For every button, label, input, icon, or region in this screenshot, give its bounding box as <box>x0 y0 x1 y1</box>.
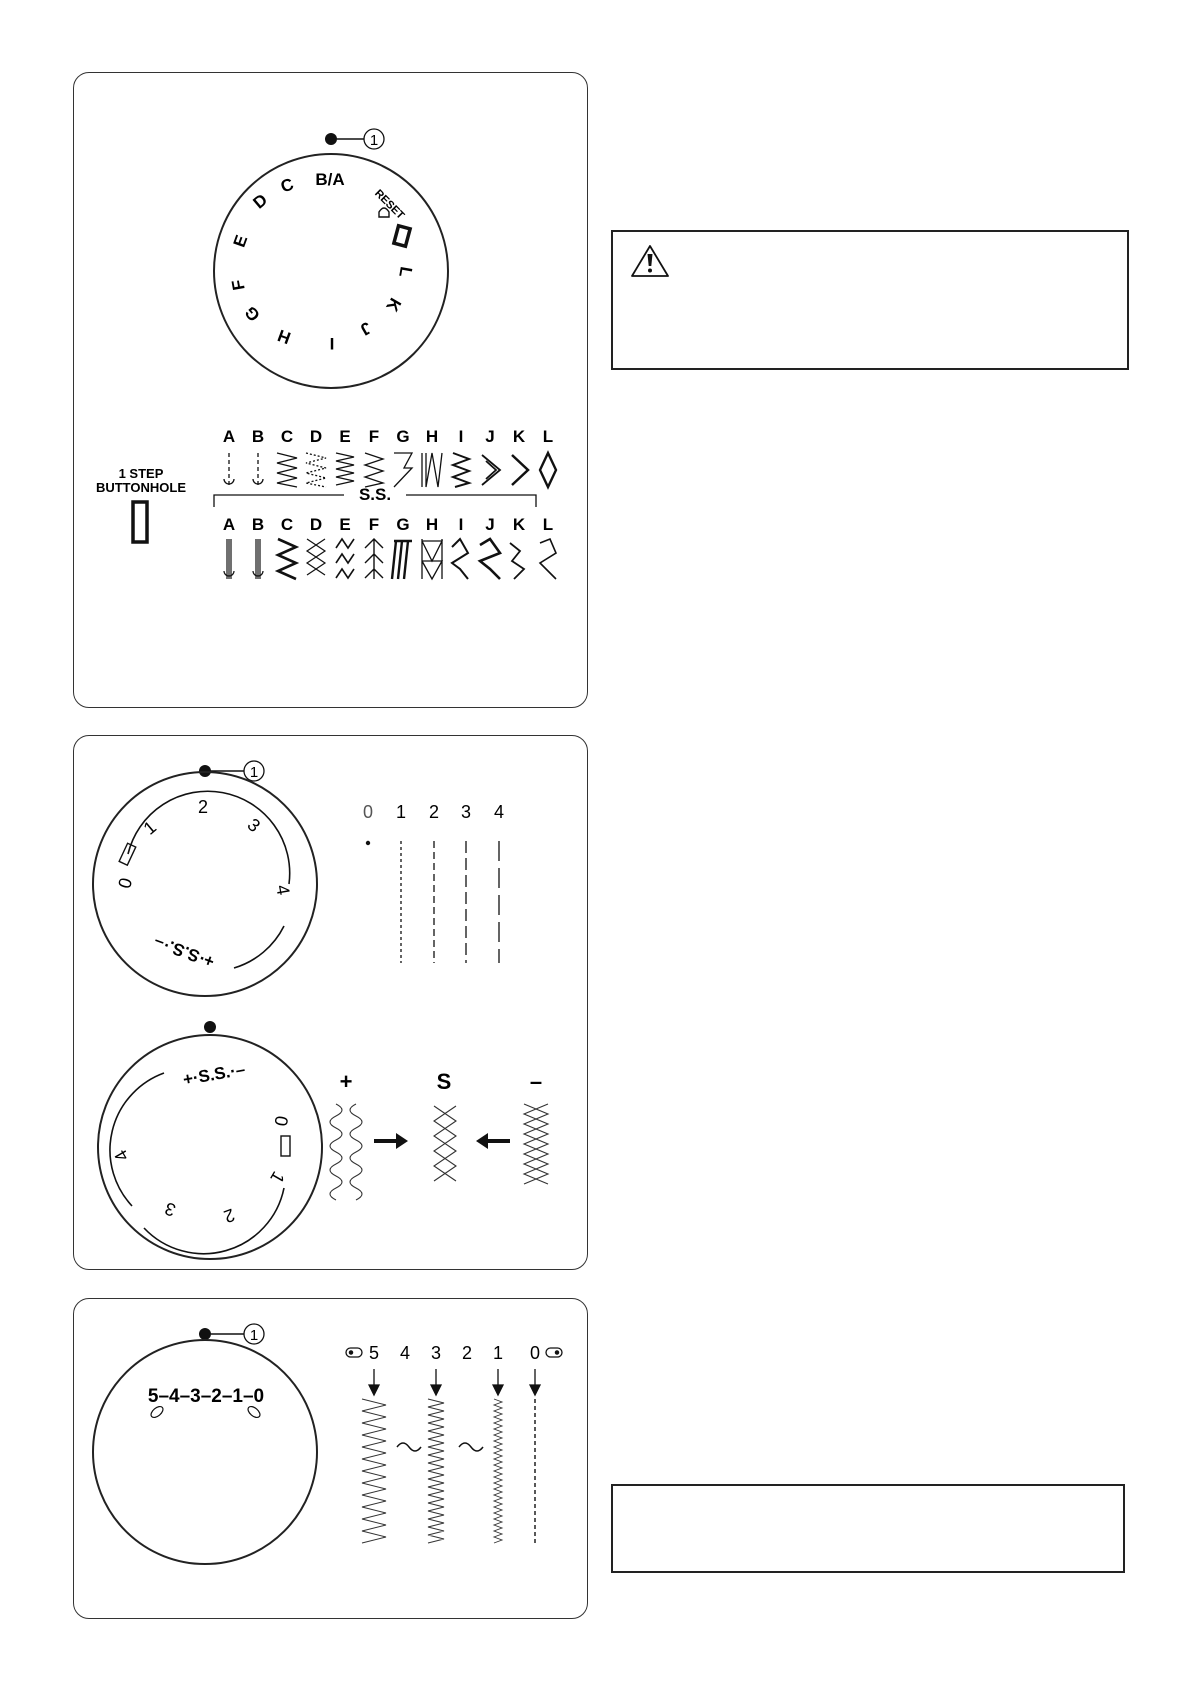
dial-width-label: 5–4–3–2–1–0 <box>147 1386 265 1407</box>
row1-letter-e: E <box>339 427 351 446</box>
dial2-length-1: 1 <box>266 1168 289 1187</box>
needle-right-scale-icon <box>546 1348 562 1357</box>
stitch-i2-icon <box>452 539 468 579</box>
note-box <box>611 1484 1125 1573</box>
row2-stitch-icons <box>224 539 556 579</box>
buttonhole-dial-icon <box>394 226 410 246</box>
needle-left-scale-icon <box>346 1348 362 1357</box>
dial-letter-j: J <box>356 317 375 340</box>
stitch-l2-icon <box>540 539 556 579</box>
stitch-f2-icon <box>365 539 383 579</box>
length-0-stitch-dot <box>366 841 370 845</box>
dial-letter-h: H <box>275 325 294 348</box>
row2-letter-g: G <box>396 515 410 534</box>
row1-letter-j: J <box>485 427 495 446</box>
dial-indicator-dot <box>325 133 337 145</box>
dial-letter-f: F <box>228 278 249 292</box>
buttonhole-symbol-icon <box>133 502 147 542</box>
stitch-j2-icon <box>480 539 500 579</box>
zigzag-width-5-icon <box>362 1399 386 1543</box>
ss-label: S.S. <box>358 485 392 504</box>
zigzag-width-3-icon <box>428 1399 444 1543</box>
balance-plus-stitch-icon <box>330 1104 362 1200</box>
dial-label-ba: B/A <box>315 170 345 189</box>
tilde-icon <box>397 1443 421 1451</box>
row2-letter-e: E <box>339 515 351 534</box>
stitch-length-scale <box>363 802 504 822</box>
width-arrows <box>369 1369 540 1395</box>
stitch-length-arc-ss <box>110 1073 284 1254</box>
buttonhole-label-line1: 1 STEP <box>118 466 164 481</box>
scale-length-2: 2 <box>428 802 440 822</box>
stitch-zigzag-icon <box>277 453 297 487</box>
row2-letters <box>223 515 553 534</box>
scale-length-4: 4 <box>493 802 505 822</box>
dial-length-0: 0 <box>114 875 137 891</box>
buttonhole-length-icon <box>119 843 136 865</box>
stitch-g-icon <box>394 453 412 487</box>
scale-width-1: 1 <box>492 1343 504 1363</box>
stitch-h2-icon <box>422 539 442 579</box>
dial-letter-c: C <box>278 174 297 197</box>
stitch-satin-e-icon <box>336 453 354 485</box>
row1-letter-i: I <box>458 427 464 446</box>
row2-letter-d: D <box>309 515 323 534</box>
warning-triangle-icon <box>613 232 673 282</box>
balance-s-label: S <box>436 1069 452 1094</box>
dial-length-2: 2 <box>198 797 209 817</box>
dial-length-4: 4 <box>272 883 294 897</box>
row1-stitch-icons <box>224 453 556 487</box>
balance-s-stitch-icon <box>434 1106 456 1181</box>
row2-letter-c: C <box>280 515 294 534</box>
tilde-icon <box>459 1443 483 1451</box>
dial-letter-e: E <box>229 232 252 250</box>
warning-box <box>611 230 1129 370</box>
row2-letter-j: J <box>485 515 495 534</box>
row2-letter-h: H <box>425 515 439 534</box>
scale-width-5: 5 <box>368 1343 380 1363</box>
stitch-length-panel <box>73 735 588 1270</box>
scale-width-2: 2 <box>461 1343 473 1363</box>
zigzag-width-1-icon <box>494 1399 502 1543</box>
row2-letter-a: A <box>222 515 236 534</box>
row1-letter-f: F <box>368 427 380 446</box>
dial-letter-d: D <box>249 190 272 213</box>
stitch-honeycomb-icon <box>307 539 325 575</box>
stitch-length-illustration <box>74 736 589 1271</box>
balance-minus-stitch-icon <box>524 1104 548 1184</box>
row2-letter-i: I <box>458 515 464 534</box>
balance-plus-label: + <box>339 1069 353 1094</box>
dial2-length-0: 0 <box>270 1114 292 1128</box>
row2-letter-k: K <box>512 515 526 534</box>
stitch-j-icon <box>482 455 500 485</box>
row1-letter-c: C <box>280 427 294 446</box>
callout-1-number: 1 <box>249 764 259 781</box>
dial-letter-i: I <box>329 334 335 353</box>
dial-indicator-dot <box>199 1328 211 1340</box>
scale-width-4: 4 <box>399 1343 411 1363</box>
dial-reset-label: RESET <box>372 187 407 222</box>
reset-icon <box>379 208 389 217</box>
row1-letters <box>223 427 553 446</box>
dial-letter-g: G <box>240 302 264 325</box>
stitch-straight-left-icon <box>224 453 234 487</box>
stitch-k-icon <box>512 455 528 485</box>
balance-minus-label: – <box>529 1069 543 1094</box>
pattern-selector-panel <box>73 72 588 708</box>
stitch-e2-icon <box>336 539 354 578</box>
scale-length-1: 1 <box>395 802 407 822</box>
stitch-i-icon <box>453 453 469 487</box>
dial2-length-2: 2 <box>221 1204 238 1227</box>
stitch-k2-icon <box>510 543 524 579</box>
stitch-f-icon <box>365 453 383 487</box>
stitch-length-arc <box>128 791 290 968</box>
row1-letter-l: L <box>542 427 554 446</box>
stitch-triple-center-icon <box>253 539 263 579</box>
callout-1-number: 1 <box>249 1327 259 1344</box>
arrow-down-icon <box>493 1385 503 1395</box>
stitch-l-icon <box>540 453 556 487</box>
arrow-left-icon <box>476 1133 510 1149</box>
row1-letter-b: B <box>251 427 265 446</box>
arrow-down-icon <box>431 1385 441 1395</box>
arrow-down-icon <box>369 1385 379 1395</box>
scale-length-3: 3 <box>460 802 472 822</box>
pattern-selector-illustration <box>74 73 589 709</box>
stitch-triple-left-icon <box>224 539 234 579</box>
dial-letter-l: L <box>395 265 416 279</box>
row1-letter-g: G <box>396 427 410 446</box>
row1-letter-a: A <box>222 427 236 446</box>
scale-length-0: 0 <box>362 802 374 822</box>
row1-letter-d: D <box>309 427 323 446</box>
buttonhole-length-icon-2 <box>281 1136 290 1156</box>
row2-letter-b: B <box>251 515 265 534</box>
dial2-length-4: 4 <box>110 1146 133 1165</box>
scale-width-0: 0 <box>529 1343 541 1363</box>
row2-letter-f: F <box>368 515 380 534</box>
stitch-width-scale <box>369 1343 540 1363</box>
scale-width-3: 3 <box>430 1343 442 1363</box>
arrow-down-icon <box>530 1385 540 1395</box>
buttonhole-label-line2: BUTTONHOLE <box>95 480 187 495</box>
callout-1-number: 1 <box>369 132 379 149</box>
stitch-width-panel <box>73 1298 588 1619</box>
stitch-h-icon <box>422 453 442 487</box>
dial-length-3: 3 <box>243 814 265 837</box>
row1-letter-k: K <box>512 427 526 446</box>
row2-letter-l: L <box>542 515 554 534</box>
dial-length-ss: +·S.S.·– <box>151 931 217 972</box>
stitch-rickrack-icon <box>278 539 296 579</box>
arrow-right-icon <box>374 1133 408 1149</box>
stitch-straight-center-icon <box>253 453 263 487</box>
row1-letter-h: H <box>425 427 439 446</box>
stitch-tricot-icon <box>306 453 326 487</box>
dial-length-1: 1 <box>139 816 161 839</box>
dial2-ss-label: +·S.S.·– <box>181 1059 247 1090</box>
stitch-width-illustration <box>74 1299 589 1620</box>
stitch-width-dial <box>93 1340 317 1564</box>
dial-letter-k: K <box>382 294 405 315</box>
dial2-indicator-dot <box>204 1021 216 1033</box>
dial2-length-3: 3 <box>162 1198 179 1221</box>
stitch-g2-icon <box>392 541 412 579</box>
